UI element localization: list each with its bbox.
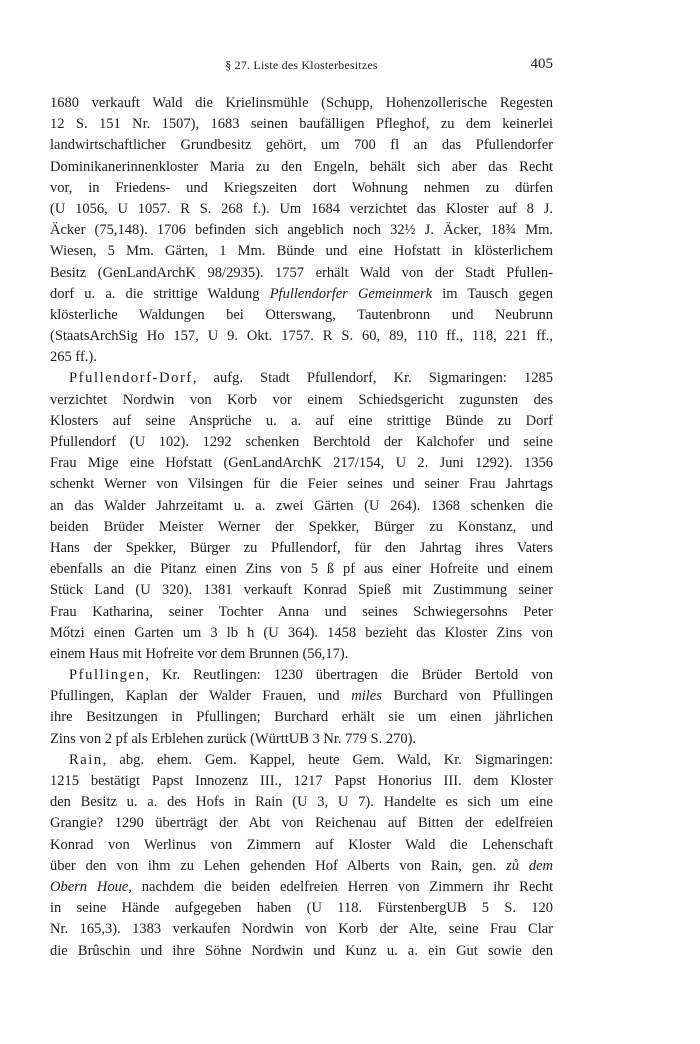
text-line: landwirtschaftlicher Grundbesitz gehört, um 700 fl an das Pfullendorfer: [50, 137, 553, 154]
text-line: (U 1056, U 1057. R S. 268 f.). Um 1684 verzichtet das Kloster auf 8 J.: [50, 200, 553, 217]
running-head: [50, 56, 553, 76]
text-line: schenkt Werner von Vilsingen für die Feier seines und seiner Frau Jahrtags: [50, 476, 553, 493]
text-line: Frau Katharina, seiner Tochter Anna und seines Schwiegersohns Peter: [50, 603, 553, 620]
text-line: in seine Hände aufgegeben haben (U 118. FürstenbergUB 5 S. 120: [50, 900, 553, 917]
entry-heading: Pfullendorf-Dorf: [69, 370, 193, 387]
text-line: 1680 verkauft Wald die Krielinsmühle (Schupp, Hohenzollerische Regesten: [50, 95, 553, 111]
text-line: die Brûschin und ihre Söhne Nordwin und Kunz u. a. ein Gut sowie den: [50, 942, 553, 959]
page-number: 405: [530, 56, 553, 72]
text-line: Stück Land (U 320). 1381 verkauft Konrad Spieß mit Zustimmung seiner: [50, 582, 553, 599]
text-line: Klosters auf seine Ansprüche u. a. auf eine strittige Bünde zu Dorf: [50, 412, 553, 429]
text-line: verzichtet Nordwin von Korb vor einem Schiedsgericht zugunsten des: [50, 391, 553, 408]
text-line: Nr. 165,3). 1383 verkaufen Nordwin von Korb der Alte, seine Frau Clar: [50, 921, 553, 938]
text-line: 1215 bestätigt Papst Innozenz III., 1217 Papst Honorius III. dem Kloster: [50, 773, 553, 789]
line-text: über den von ihm zu Lehen gehenden Hof Alberts von Rain, gen.: [50, 857, 507, 874]
text-line: [50, 284, 553, 305]
text-line: ihre Besitzungen in Pfullingen; Burchard erhält sie um einen jährlichen: [50, 709, 553, 726]
italic-term: Pfullendorfer Gemeinmerk: [269, 285, 433, 302]
text-line: Frau Mige eine Hofstatt (GenLandArchK 217/154, U 2. Juni 1292). 1356: [50, 455, 553, 472]
entry-first-line: [50, 750, 553, 771]
text-line: [50, 877, 553, 898]
entry-heading: Rain: [69, 751, 103, 768]
text-body: [50, 93, 553, 962]
text-line: Pfullendorf (U 102). 1292 schenken Berchtold der Kalchofer und seine: [50, 434, 553, 450]
text-line: an das Walder Jahrzeitamt u. a. zwei Gärten (U 264). 1368 schenken die: [50, 497, 553, 514]
line-text: , aufg. Stadt Pfullendorf, Kr. Sigmaringen: 1285: [192, 370, 553, 387]
text-line: Konrad von Werlinus von Zimmern auf Kloster Wald die Lehenschaft: [50, 836, 553, 853]
line-text: Pfullingen, Kaplan der Walder Frauen, und: [50, 688, 352, 705]
text-line: klösterliche Waldungen bei Otterswang, Tautenbronn und Neubrunn: [50, 306, 553, 323]
italic-term: Obern Houe: [50, 878, 129, 895]
text-line: vor, in Friedens- und Kriegszeiten dort Wohnung nehmen zu dürfen: [50, 179, 553, 196]
line-text: , nachdem die beiden edelfreien Herren von Zimmern ihr Recht: [128, 878, 553, 895]
entry-heading: Pfullingen: [69, 667, 146, 684]
entry-first-line: [50, 368, 553, 389]
line-text: Burchard von Pfullingen: [381, 688, 553, 705]
text-line: Mőtzi einen Garten um 3 lb h (U 364). 1458 bezieht das Kloster Zins von: [50, 624, 553, 641]
text-line: Wiesen, 5 Mm. Gärten, 1 Mm. Bünde und eine Hofstatt in klösterlichem: [50, 243, 553, 260]
text-line: 12 S. 151 Nr. 1507), 1683 seinen baufälligen Pfleghof, zu dem keinerlei: [50, 116, 553, 133]
text-line: einem Haus mit Hofreite vor dem Brunnen (56,17).: [50, 645, 349, 662]
text-line: Grangie? 1290 überträgt der Abt von Reichenau auf Bitten der edelfreien: [50, 815, 553, 832]
text-line: (StaatsArchSig Ho 157, U 9. Okt. 1757. R S. 60, 89, 110 ff., 118, 221 ff.,: [50, 328, 553, 345]
text-line: [50, 686, 553, 707]
text-line: Äcker (75,148). 1706 befinden sich angeblich noch 32½ J. Äcker, 18¾ Mm.: [50, 222, 553, 239]
entry-first-line: [50, 665, 553, 686]
line-text: dorf u. a. die strittige Waldung: [50, 285, 270, 302]
text-line: [50, 856, 553, 877]
section-title: § 27. Liste des Klosterbesitzes: [225, 58, 378, 72]
text-line: Hans der Spekker, Bürger zu Pfullendorf, für den Jahrtag ihres Vaters: [50, 539, 553, 556]
text-line: den Besitz u. a. des Hofs in Rain (U 3, U 7). Handelte es sich um eine: [50, 794, 553, 811]
text-line: Dominikanerinnenkloster Maria zu den Engeln, behält sich aber das Recht: [50, 158, 553, 175]
line-text: im Tausch gegen: [432, 285, 553, 302]
text-line: Besitz (GenLandArchK 98/2935). 1757 erhält Wald von der Stadt Pfullen-: [50, 264, 553, 281]
italic-term: zů dem: [506, 857, 553, 874]
text-line: 265 ff.).: [50, 349, 97, 366]
line-text: , Kr. Reutlingen: 1230 übertragen die Brüder Bertold von: [145, 667, 553, 684]
text-line: Zins von 2 pf als Erblehen zurück (WürttUB 3 Nr. 779 S. 270).: [50, 730, 417, 747]
italic-term: miles: [351, 688, 382, 705]
text-line: ebenfalls an die Pitanz einen Zins von 5 ß pf aus einer Hofreite und einem: [50, 561, 553, 578]
line-text: , abg. ehem. Gem. Kappel, heute Gem. Wald, Kr. Sigmaringen:: [102, 751, 553, 768]
text-line: beiden Brüder Meister Werner der Spekker, Bürger zu Konstanz, und: [50, 518, 553, 535]
